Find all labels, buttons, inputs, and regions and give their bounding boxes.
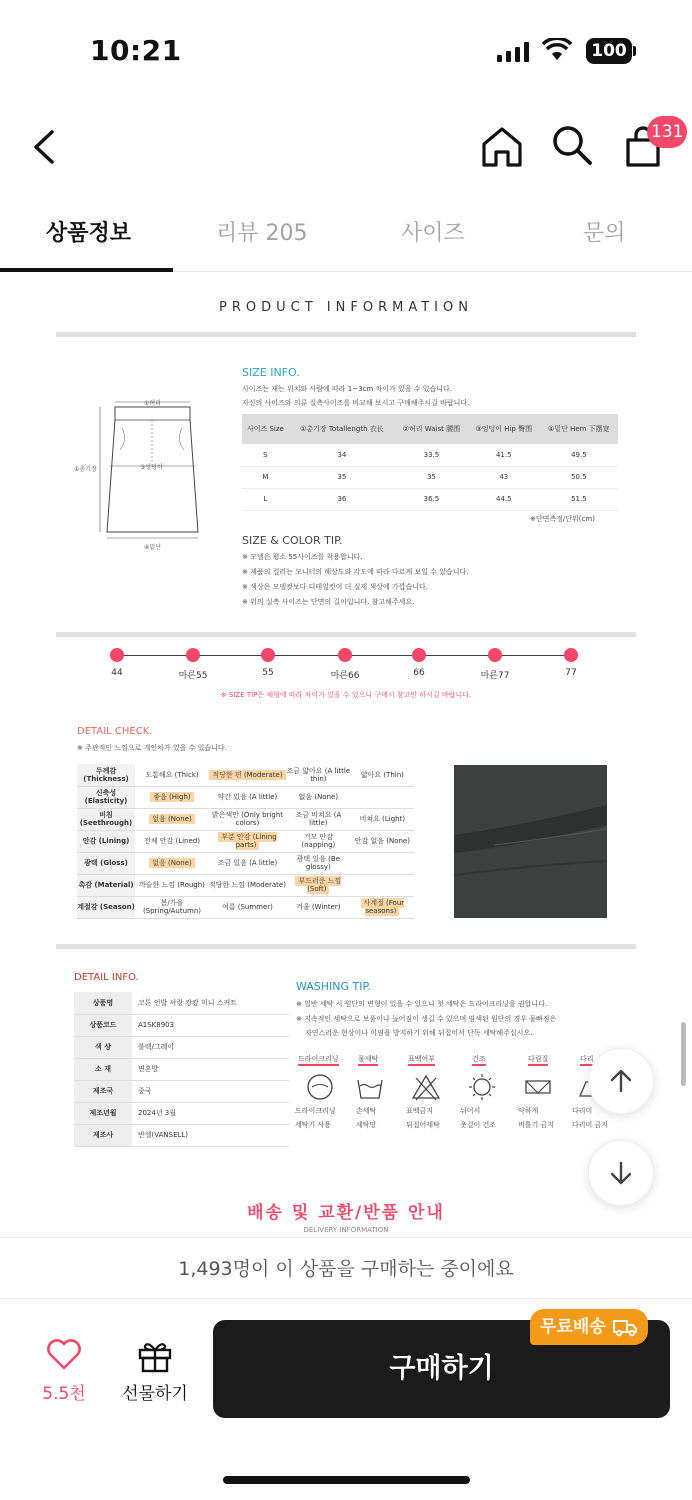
dry-clean-icon <box>304 1072 336 1102</box>
detail-check-option-selected <box>135 852 209 874</box>
scale-dot <box>261 648 275 662</box>
home-indicator <box>223 1476 470 1484</box>
size-cell: S <box>242 444 289 466</box>
detail-check-option: 광택 있음 (Be glossy) <box>286 852 351 874</box>
detail-info-row <box>74 992 289 1014</box>
detail-info-row <box>74 1080 289 1102</box>
size-col-header: ④밑단 Hem 下摆宽 <box>540 414 618 444</box>
detail-check-option: 까슬한 느낌 (Rough) <box>135 874 209 896</box>
detail-check-option: 조금 비쳐요 (A little) <box>286 808 351 830</box>
detail-check-title: DETAIL CHECK. <box>77 726 153 737</box>
section-divider <box>56 632 636 637</box>
gift-label: 선물하기 <box>122 1384 188 1404</box>
detail-check-option <box>351 852 414 874</box>
gift-button[interactable] <box>115 1339 195 1404</box>
detail-info-row <box>74 1058 289 1080</box>
scale-dot <box>488 648 502 662</box>
tip-line: ※ 제품의 컬러는 모니터의 해상도와 각도에 따라 다르게 보일 수 있습니다. <box>242 568 469 576</box>
size-note: 자신의 사이즈와 의류 실측사이즈를 비교해 보시고 구매해주시길 바랍니다. <box>242 399 470 407</box>
size-scale <box>80 648 610 688</box>
size-info-title: SIZE INFO. <box>242 366 300 379</box>
status-bar <box>0 0 692 100</box>
buyers-count-bar: 1,493명이 이 상품을 구매하는 중이에요 <box>0 1237 692 1299</box>
selected-option-text: 부분 안감 (Lining parts) <box>218 832 276 850</box>
home-icon[interactable] <box>478 124 526 170</box>
delivery-info-title: 배송 및 교환/반품 안내 <box>247 1203 445 1223</box>
scale-dot <box>338 648 352 662</box>
tab-product-info[interactable]: 상품정보 <box>46 221 132 246</box>
gift-icon <box>136 1339 174 1373</box>
detail-info-value: A1SK8903 <box>132 1014 289 1036</box>
detail-info-value: 2024년 3월 <box>132 1102 289 1124</box>
detail-info-row <box>74 1102 289 1124</box>
size-unit-note: ※단면측정/단위(cm) <box>530 515 595 523</box>
washing-line: 자연스러운 현상이나 이염을 방지하기 위해 뒤집어서 단독 세탁해주십시오. <box>305 1029 533 1037</box>
back-icon[interactable] <box>26 124 66 170</box>
fabric-texture-icon <box>454 765 607 918</box>
size-cell: 43 <box>468 466 540 488</box>
size-cell: 51.5 <box>540 488 618 510</box>
scale-label: 마른55 <box>178 671 208 681</box>
size-cell: 36 <box>289 488 395 510</box>
washing-header: 다림질 <box>528 1054 548 1066</box>
detail-info-row <box>74 1036 289 1058</box>
arrow-down-icon <box>607 1159 635 1187</box>
section-divider <box>56 332 636 337</box>
size-note: 사이즈는 재는 위치와 사람에 따라 1~3cm 차이가 있을 수 있습니다. <box>242 385 452 393</box>
washing-option: 옷걸이 건조 <box>460 1121 497 1129</box>
detail-check-option-selected <box>209 764 286 786</box>
diagram-hem-label: ④밑단 <box>144 544 161 551</box>
detail-info-value: 반셀(VANSELL) <box>132 1124 289 1146</box>
scale-dot <box>564 648 578 662</box>
washing-header: 드라이크리닝 <box>298 1054 339 1066</box>
wifi-icon <box>542 38 572 62</box>
app-header <box>0 100 692 192</box>
size-col-header: 사이즈 Size <box>242 414 289 444</box>
product-tabs <box>0 196 692 272</box>
detail-check-table <box>77 764 414 919</box>
free-shipping-label: 무료배송 <box>540 1317 606 1337</box>
buy-button[interactable]: 구매하기 <box>213 1320 670 1418</box>
scale-label: 44 <box>111 668 123 678</box>
diagram-waist-label: ①허리 <box>144 400 161 407</box>
detail-check-row <box>77 852 414 874</box>
washing-option: 뉘어서 <box>460 1107 481 1115</box>
size-col-header: ③엉덩이 Hip 臀围 <box>468 414 540 444</box>
arrow-up-icon <box>607 1067 635 1095</box>
detail-check-option: 조금 얇아요 (A little thin) <box>286 764 351 786</box>
detail-info-key: 상품코드 <box>74 1014 132 1036</box>
no-bleach-icon <box>410 1072 442 1102</box>
size-cell: 41.5 <box>468 444 540 466</box>
size-cell: 50.5 <box>540 466 618 488</box>
tab-size[interactable]: 사이즈 <box>401 221 465 246</box>
fabric-detail-image <box>454 765 607 918</box>
size-cell: 35 <box>395 466 468 488</box>
size-col-header: ②허리 Waist 腰围 <box>395 414 468 444</box>
size-cell: 44.5 <box>468 488 540 510</box>
detail-check-row <box>77 764 414 786</box>
detail-info-row <box>74 1014 289 1036</box>
size-cell: 33.5 <box>395 444 468 466</box>
battery-icon: 100 <box>586 38 632 64</box>
washing-option: 손세탁 <box>356 1107 377 1115</box>
detail-check-attr: 신축성 (Elasticity) <box>77 786 135 808</box>
detail-check-attr: 계절감 (Season) <box>77 896 135 918</box>
battery-tip <box>633 46 636 56</box>
detail-info-value: 중국 <box>132 1080 289 1102</box>
scale-dot <box>186 648 200 662</box>
bottom-action-bar <box>0 1299 692 1500</box>
washing-line: ※ 지속적인 세탁으로 보풀이나 늘어짐이 생길 수 있으며 염색된 원단의 경우 물빠짐은 <box>296 1015 557 1023</box>
hand-wash-icon <box>354 1072 386 1102</box>
washing-headers <box>296 1054 616 1066</box>
detail-check-subtitle: ※ 주관적인 느낌으로 개인차가 있을 수 있습니다. <box>77 744 227 752</box>
product-detail-content[interactable] <box>0 272 692 1237</box>
detail-info-key: 상품명 <box>74 992 132 1014</box>
size-cell: 49.5 <box>540 444 618 466</box>
detail-check-option: 비쳐요 (Light) <box>351 808 414 830</box>
washing-option: 세탁망 <box>356 1121 377 1129</box>
tip-line: ※ 색상은 모델컷보다 디테일컷이 더 실제 색상에 가깝습니다. <box>242 583 428 591</box>
search-icon[interactable] <box>549 122 595 168</box>
size-row <box>242 466 618 488</box>
washing-line: ※ 일반 세탁 시 원단의 변형이 있을 수 있으니 첫 세탁은 드라이크리닝을 권합니다. <box>296 1000 548 1008</box>
detail-info-key: 색 상 <box>74 1036 132 1058</box>
selected-option-text: 사계절 (Four seasons) <box>361 898 405 916</box>
size-cell: 35 <box>289 466 395 488</box>
detail-info-value: 블랙/그레이 <box>132 1036 289 1058</box>
washing-option: 뒤집어세탁 <box>406 1121 440 1129</box>
product-information-heading: PRODUCT INFORMATION <box>219 300 473 315</box>
detail-check-row <box>77 808 414 830</box>
detail-check-option: 없음 (None) <box>286 786 351 808</box>
tab-inquiry[interactable]: 문의 <box>583 221 626 246</box>
detail-check-option: 조금 있음 (A little) <box>209 852 286 874</box>
section-divider <box>56 944 636 949</box>
delivery-info-subtitle: DELIVERY INFORMATION <box>303 1226 389 1234</box>
detail-check-option <box>351 874 414 896</box>
like-button[interactable] <box>38 1339 90 1404</box>
selected-option-text: 부드러운 느낌 (Soft) <box>295 876 341 894</box>
detail-check-option-selected <box>135 786 209 808</box>
washing-header: 물세탁 <box>358 1054 378 1066</box>
washing-option: 드라이크리닝 <box>295 1107 336 1115</box>
detail-info-value: 면혼방 <box>132 1058 289 1080</box>
detail-check-option: 겨울 (Winter) <box>286 896 351 918</box>
scale-label: 55 <box>262 668 274 678</box>
washing-header: 표백여부 <box>408 1054 435 1066</box>
selected-option-text: 좋음 (High) <box>150 792 193 802</box>
tip-line: ※ 위의 실측 사이즈는 단면의 길이입니다. 참고해주세요. <box>242 598 415 606</box>
detail-check-row <box>77 786 414 808</box>
size-col-header: ①총기장 Totallength 衣长 <box>289 414 395 444</box>
size-cell: M <box>242 466 289 488</box>
scrollbar[interactable] <box>681 1022 686 1086</box>
like-count: 5.5천 <box>42 1384 86 1404</box>
detail-check-option: 적당한 느낌 (Moderate) <box>209 874 286 896</box>
detail-check-option: 얇아요 (Thin) <box>351 764 414 786</box>
size-row <box>242 444 618 466</box>
detail-check-option: 봄/가을 (Spring/Autumn) <box>135 896 209 918</box>
size-row <box>242 488 618 510</box>
diagram-hip-label: ③엉덩이 <box>140 464 163 471</box>
detail-check-option: 도톰해요 (Thick) <box>135 764 209 786</box>
scale-dot <box>110 648 124 662</box>
diagram-length-label: ①총기장 <box>74 466 97 473</box>
detail-info-key: 제조년월 <box>74 1102 132 1124</box>
detail-check-attr: 촉감 (Material) <box>77 874 135 896</box>
washing-option: 세탁기 사용 <box>295 1121 332 1129</box>
size-cell: 36.5 <box>395 488 468 510</box>
detail-check-attr: 광택 (Gloss) <box>77 852 135 874</box>
washing-header: 건조 <box>472 1054 486 1066</box>
tab-reviews[interactable]: 리뷰 205 <box>216 221 308 246</box>
washing-header: 다리 <box>580 1054 594 1066</box>
cart-count-badge: 131 <box>647 116 687 148</box>
scale-label: 66 <box>413 668 425 678</box>
scale-label: 마른77 <box>480 671 510 681</box>
detail-info-key: 소 재 <box>74 1058 132 1080</box>
detail-check-attr: 안감 (Lining) <box>77 830 135 852</box>
washing-option: 다리미 금지 <box>572 1121 609 1129</box>
scroll-bottom-button[interactable] <box>588 1140 654 1206</box>
scale-label: 마른66 <box>330 671 360 681</box>
detail-check-option: 기모 안감 (napping) <box>286 830 351 852</box>
truck-icon <box>612 1317 638 1337</box>
size-color-tip-title: SIZE & COLOR TIP. <box>242 534 343 547</box>
detail-check-option: 밝은색만 (Only bright colors) <box>209 808 286 830</box>
washing-option: 다리미 <box>572 1107 593 1115</box>
washing-option: 비틀기 금지 <box>518 1121 555 1129</box>
size-table <box>242 414 618 511</box>
detail-check-option-selected <box>351 896 414 918</box>
cellular-signal-icon <box>497 42 529 62</box>
detail-check-option: 여름 (Summer) <box>209 896 286 918</box>
detail-check-row <box>77 830 414 852</box>
size-scale-tip: ※ SIZE TIP은 체형에 따라 차이가 있을 수 있으니 구매시 참고만 하시길 바랍니다. <box>220 691 472 699</box>
detail-check-option-selected <box>135 808 209 830</box>
scroll-top-button[interactable] <box>588 1048 654 1114</box>
status-time: 10:21 <box>90 34 182 67</box>
detail-check-row <box>77 896 414 918</box>
selected-option-text: 적당한 편 (Moderate) <box>209 770 285 780</box>
detail-check-attr: 두께감 (Thickness) <box>77 764 135 786</box>
detail-check-attr: 비침 (Seethrough) <box>77 808 135 830</box>
detail-info-table <box>74 992 289 1147</box>
washing-option: 약하게 <box>518 1107 539 1115</box>
scale-dot <box>412 648 426 662</box>
selected-option-text: 없음 (None) <box>149 858 194 868</box>
tip-line: ※ 모델은 평소 55사이즈를 착용합니다. <box>242 553 363 561</box>
size-cell: 34 <box>289 444 395 466</box>
selected-option-text: 없음 (None) <box>149 814 194 824</box>
detail-info-row <box>74 1124 289 1146</box>
scale-label: 77 <box>565 668 577 678</box>
detail-check-option-selected <box>209 830 286 852</box>
detail-check-option: 약간 있음 (A little) <box>209 786 286 808</box>
detail-check-option-selected <box>286 874 351 896</box>
free-shipping-badge <box>530 1309 648 1345</box>
detail-info-title: DETAIL INFO. <box>74 972 139 983</box>
gentle-wring-icon <box>522 1072 554 1102</box>
detail-info-value: 코튼 언발 셔링 캉캉 미니 스커트 <box>132 992 289 1014</box>
detail-check-row <box>77 874 414 896</box>
detail-info-key: 제조사 <box>74 1124 132 1146</box>
heart-icon <box>46 1339 82 1371</box>
detail-check-option <box>351 786 414 808</box>
detail-info-key: 제조국 <box>74 1080 132 1102</box>
skirt-measurement-diagram <box>70 392 240 552</box>
washing-tip-title: WASHING TIP. <box>296 980 371 993</box>
detail-check-option: 전체 안감 (Lined) <box>135 830 209 852</box>
sun-dry-icon <box>466 1072 498 1102</box>
washing-option: 표백금지 <box>406 1107 434 1115</box>
detail-check-option: 안감 없음 (None) <box>351 830 414 852</box>
size-cell: L <box>242 488 289 510</box>
